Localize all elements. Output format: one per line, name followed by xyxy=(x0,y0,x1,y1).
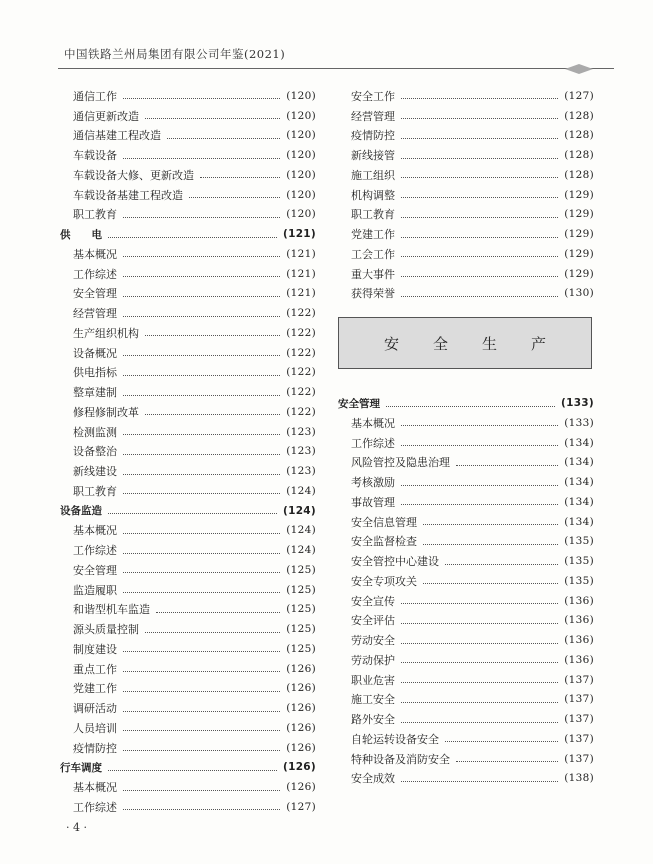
running-header: 中国铁路兰州局集团有限公司年鉴(2021) xyxy=(64,47,286,61)
toc-leader-dots xyxy=(423,524,558,525)
toc-entry-page: (123) xyxy=(286,445,316,458)
toc-entry-page: (129) xyxy=(564,208,594,221)
toc-entry[interactable] xyxy=(338,185,594,205)
toc-entry-page: (120) xyxy=(286,129,316,142)
toc-entry-page: (120) xyxy=(286,149,316,162)
toc-entry[interactable] xyxy=(60,244,316,264)
toc-entry-label: 工作综述 xyxy=(351,436,395,450)
toc-leader-dots xyxy=(401,603,558,604)
toc-entry-label: 党建工作 xyxy=(73,682,117,696)
toc-entry-page: (133) xyxy=(564,416,594,429)
toc-entry-page: (136) xyxy=(564,614,594,627)
toc-entry-label: 监造履职 xyxy=(73,583,117,597)
toc-leader-dots xyxy=(401,256,558,257)
toc-entry-page: (121) xyxy=(286,247,316,260)
toc-entry-label: 施工组织 xyxy=(351,168,395,182)
toc-leader-dots xyxy=(423,544,558,545)
toc-entry-label: 通信工作 xyxy=(73,89,117,103)
toc-entry-page: (130) xyxy=(564,287,594,300)
toc-leader-dots xyxy=(401,445,558,446)
toc-entry-page: (122) xyxy=(286,326,316,339)
toc-leader-dots xyxy=(401,682,558,683)
toc-right-bottom xyxy=(338,393,594,788)
toc-right-top xyxy=(338,86,594,303)
toc-entry-label: 安全工作 xyxy=(351,89,395,103)
toc-leader-dots xyxy=(189,197,280,198)
toc-entry[interactable] xyxy=(60,659,316,679)
toc-entry-page: (134) xyxy=(564,476,594,489)
toc-entry-label: 安全管理 xyxy=(73,563,117,577)
toc-entry-page: (134) xyxy=(564,515,594,528)
toc-entry-page: (120) xyxy=(286,208,316,221)
toc-leader-dots xyxy=(401,177,558,178)
toc-entry[interactable] xyxy=(60,619,316,639)
toc-entry[interactable] xyxy=(60,185,316,205)
toc-leader-dots xyxy=(108,513,277,514)
toc-entry-label: 基本概况 xyxy=(351,416,395,430)
toc-entry-page: (126) xyxy=(286,741,316,754)
toc-entry-page: (124) xyxy=(286,524,316,537)
toc-entry[interactable] xyxy=(338,729,594,749)
toc-leader-dots xyxy=(456,761,558,762)
toc-entry[interactable] xyxy=(60,580,316,600)
toc-leader-dots xyxy=(123,256,280,257)
toc-leader-dots xyxy=(200,177,280,178)
toc-leader-dots xyxy=(108,770,277,771)
toc-entry-page: (121) xyxy=(286,287,316,300)
toc-leader-dots xyxy=(123,711,280,712)
toc-entry-page: (137) xyxy=(564,693,594,706)
toc-entry-label: 行车调度 xyxy=(60,761,102,774)
toc-entry-page: (128) xyxy=(564,168,594,181)
toc-entry-label: 劳动安全 xyxy=(351,634,395,648)
toc-entry[interactable] xyxy=(338,205,594,225)
toc-entry[interactable] xyxy=(60,126,316,146)
toc-entry[interactable] xyxy=(60,679,316,699)
toc-leader-dots xyxy=(145,632,280,633)
toc-entry-label: 疫情防控 xyxy=(351,129,395,143)
toc-entry-label: 施工安全 xyxy=(351,693,395,707)
toc-entry[interactable] xyxy=(60,560,316,580)
toc-entry-label: 工作综述 xyxy=(73,544,117,558)
toc-entry-page: (125) xyxy=(286,603,316,616)
toc-leader-dots xyxy=(123,98,280,99)
toc-entry-label: 供 电 xyxy=(60,228,102,241)
toc-leader-dots xyxy=(401,237,558,238)
toc-entry[interactable] xyxy=(60,698,316,718)
toc-entry[interactable] xyxy=(338,264,594,284)
toc-leader-dots xyxy=(123,592,280,593)
toc-leader-dots xyxy=(123,474,280,475)
toc-entry-label: 安全监督检查 xyxy=(351,535,417,549)
toc-leader-dots xyxy=(123,395,280,396)
toc-entry[interactable] xyxy=(338,670,594,690)
toc-entry-page: (133) xyxy=(560,397,594,410)
toc-entry-label: 经营管理 xyxy=(73,307,117,321)
toc-entry[interactable] xyxy=(338,224,594,244)
toc-entry-page: (135) xyxy=(564,555,594,568)
toc-entry-page: (120) xyxy=(286,188,316,201)
toc-entry-label: 车载设备大修、更新改造 xyxy=(73,168,194,182)
toc-entry-page: (124) xyxy=(282,504,316,517)
toc-entry[interactable] xyxy=(338,492,594,512)
toc-entry[interactable] xyxy=(338,86,594,106)
toc-entry[interactable] xyxy=(338,106,594,126)
toc-entry-page: (128) xyxy=(564,149,594,162)
header-diamond-ornament xyxy=(565,64,593,74)
toc-entry-page: (120) xyxy=(286,168,316,181)
toc-entry-page: (137) xyxy=(564,752,594,765)
toc-leader-dots xyxy=(123,296,280,297)
toc-entry-page: (126) xyxy=(286,721,316,734)
toc-leader-dots xyxy=(401,197,558,198)
toc-entry[interactable] xyxy=(338,709,594,729)
toc-entry[interactable] xyxy=(60,145,316,165)
toc-entry-page: (127) xyxy=(564,89,594,102)
toc-leader-dots xyxy=(456,465,558,466)
toc-entry[interactable] xyxy=(60,639,316,659)
toc-leader-dots xyxy=(401,138,558,139)
toc-entry-page: (137) xyxy=(564,713,594,726)
toc-leader-dots xyxy=(401,217,558,218)
toc-entry-label: 车载设备基建工程改造 xyxy=(73,188,183,202)
toc-entry-label: 获得荣誉 xyxy=(351,287,395,301)
toc-entry-label: 基本概况 xyxy=(73,247,117,261)
toc-entry-page: (135) xyxy=(564,574,594,587)
toc-entry[interactable] xyxy=(60,718,316,738)
toc-entry-page: (127) xyxy=(286,800,316,813)
toc-entry-label: 经营管理 xyxy=(351,109,395,123)
toc-entry-label: 设备整治 xyxy=(73,445,117,459)
toc-entry[interactable] xyxy=(338,591,594,611)
toc-entry-page: (126) xyxy=(286,781,316,794)
toc-entry-label: 重点工作 xyxy=(73,662,117,676)
toc-entry-label: 工会工作 xyxy=(351,247,395,261)
toc-leader-dots xyxy=(123,158,280,159)
toc-entry[interactable] xyxy=(338,551,594,571)
toc-leader-dots xyxy=(401,425,558,426)
toc-entry-label: 安全管理 xyxy=(338,397,380,410)
toc-leader-dots xyxy=(108,237,277,238)
toc-leader-dots xyxy=(123,730,280,731)
toc-entry[interactable] xyxy=(60,402,316,422)
toc-entry[interactable] xyxy=(60,501,316,521)
toc-leader-dots xyxy=(123,493,280,494)
toc-leader-dots xyxy=(123,553,280,554)
toc-entry-page: (137) xyxy=(564,732,594,745)
toc-entry[interactable] xyxy=(60,461,316,481)
toc-leader-dots xyxy=(445,741,558,742)
toc-entry-label: 设备概况 xyxy=(73,346,117,360)
toc-leader-dots xyxy=(123,276,280,277)
toc-entry-label: 新线建设 xyxy=(73,465,117,479)
toc-leader-dots xyxy=(445,564,558,565)
toc-entry-label: 安全评估 xyxy=(351,614,395,628)
toc-entry[interactable] xyxy=(338,611,594,631)
page-number: · 4 · xyxy=(66,821,87,834)
toc-entry-page: (123) xyxy=(286,465,316,478)
toc-entry[interactable] xyxy=(338,126,594,146)
toc-leader-dots xyxy=(386,406,555,407)
toc-entry-page: (121) xyxy=(286,267,316,280)
toc-entry[interactable] xyxy=(338,571,594,591)
toc-entry[interactable] xyxy=(60,442,316,462)
toc-leader-dots xyxy=(401,98,558,99)
toc-leader-dots xyxy=(401,702,558,703)
toc-leader-dots xyxy=(123,651,280,652)
toc-entry-page: (126) xyxy=(282,761,316,774)
toc-leader-dots xyxy=(123,375,280,376)
toc-entry-label: 修程修制改革 xyxy=(73,405,139,419)
toc-entry-label: 职工教育 xyxy=(73,484,117,498)
toc-entry[interactable] xyxy=(60,382,316,402)
toc-entry[interactable] xyxy=(60,797,316,817)
toc-entry-page: (120) xyxy=(286,89,316,102)
toc-entry-label: 安全管理 xyxy=(73,287,117,301)
toc-leader-dots xyxy=(123,316,280,317)
toc-entry-label: 新线接管 xyxy=(351,149,395,163)
toc-leader-dots xyxy=(401,485,558,486)
toc-entry[interactable] xyxy=(338,393,594,413)
toc-leader-dots xyxy=(123,454,280,455)
toc-entry[interactable] xyxy=(60,284,316,304)
toc-entry[interactable] xyxy=(60,224,316,244)
toc-entry-page: (126) xyxy=(286,682,316,695)
toc-leader-dots xyxy=(123,790,280,791)
toc-entry[interactable] xyxy=(338,433,594,453)
toc-entry[interactable] xyxy=(60,303,316,323)
toc-entry-label: 职工教育 xyxy=(73,208,117,222)
toc-leader-dots xyxy=(123,355,280,356)
toc-entry-page: (124) xyxy=(286,484,316,497)
toc-entry-page: (125) xyxy=(286,642,316,655)
toc-leader-dots xyxy=(123,691,280,692)
toc-entry-label: 职业危害 xyxy=(351,673,395,687)
toc-entry-page: (136) xyxy=(564,653,594,666)
toc-entry-label: 通信更新改造 xyxy=(73,109,139,123)
toc-entry[interactable] xyxy=(338,244,594,264)
toc-entry[interactable] xyxy=(60,323,316,343)
header-rule xyxy=(58,68,614,69)
toc-entry-page: (123) xyxy=(286,425,316,438)
toc-entry-label: 工作综述 xyxy=(73,800,117,814)
toc-leader-dots xyxy=(401,158,558,159)
toc-entry-label: 重大事件 xyxy=(351,267,395,281)
toc-entry-label: 供电指标 xyxy=(73,366,117,380)
toc-entry-label: 党建工作 xyxy=(351,228,395,242)
toc-entry[interactable] xyxy=(338,690,594,710)
toc-leader-dots xyxy=(123,217,280,218)
toc-entry[interactable] xyxy=(60,343,316,363)
toc-entry-label: 调研活动 xyxy=(73,702,117,716)
toc-entry[interactable] xyxy=(338,165,594,185)
toc-entry-page: (126) xyxy=(286,702,316,715)
toc-entry-page: (128) xyxy=(564,129,594,142)
toc-entry-page: (126) xyxy=(286,662,316,675)
toc-right-column xyxy=(338,86,594,788)
toc-entry[interactable] xyxy=(338,284,594,304)
toc-leader-dots xyxy=(401,296,558,297)
section-title-box xyxy=(338,317,592,369)
toc-entry-page: (125) xyxy=(286,563,316,576)
toc-leader-dots xyxy=(123,533,280,534)
toc-entry-page: (129) xyxy=(564,188,594,201)
toc-entry-page: (125) xyxy=(286,583,316,596)
toc-entry[interactable] xyxy=(338,532,594,552)
toc-entry-page: (124) xyxy=(286,544,316,557)
toc-entry[interactable] xyxy=(338,453,594,473)
toc-entry-page: (137) xyxy=(564,673,594,686)
toc-entry-label: 检测监测 xyxy=(73,425,117,439)
toc-entry[interactable] xyxy=(60,738,316,758)
toc-entry[interactable] xyxy=(338,749,594,769)
toc-entry[interactable] xyxy=(60,758,316,778)
toc-entry-label: 安全成效 xyxy=(351,772,395,786)
toc-entry-page: (136) xyxy=(564,634,594,647)
toc-leader-dots xyxy=(401,504,558,505)
toc-entry[interactable] xyxy=(60,264,316,284)
toc-entry[interactable] xyxy=(60,540,316,560)
toc-entry-page: (122) xyxy=(286,346,316,359)
toc-entry-label: 源头质量控制 xyxy=(73,623,139,637)
toc-leader-dots xyxy=(123,671,280,672)
toc-entry-label: 基本概况 xyxy=(73,781,117,795)
toc-entry-page: (120) xyxy=(286,109,316,122)
toc-leader-dots xyxy=(401,623,558,624)
toc-entry-label: 整章建制 xyxy=(73,386,117,400)
toc-leader-dots xyxy=(401,662,558,663)
toc-entry[interactable] xyxy=(60,86,316,106)
toc-entry-page: (122) xyxy=(286,307,316,320)
toc-leader-dots xyxy=(167,138,280,139)
toc-entry-page: (121) xyxy=(282,228,316,241)
toc-entry-page: (122) xyxy=(286,405,316,418)
toc-leader-dots xyxy=(123,434,280,435)
toc-entry-label: 风险管控及隐患治理 xyxy=(351,456,450,470)
toc-entry-page: (136) xyxy=(564,594,594,607)
toc-entry[interactable] xyxy=(60,205,316,225)
toc-entry-label: 职工教育 xyxy=(351,208,395,222)
toc-entry[interactable] xyxy=(338,145,594,165)
toc-entry-label: 机构调整 xyxy=(351,188,395,202)
toc-entry[interactable] xyxy=(338,512,594,532)
toc-entry-label: 生产组织机构 xyxy=(73,326,139,340)
toc-leader-dots xyxy=(123,572,280,573)
toc-entry-label: 安全信息管理 xyxy=(351,515,417,529)
toc-leader-dots xyxy=(423,583,558,584)
toc-entry-label: 考核激励 xyxy=(351,476,395,490)
toc-entry-page: (129) xyxy=(564,247,594,260)
toc-entry-label: 疫情防控 xyxy=(73,741,117,755)
toc-entry[interactable] xyxy=(60,481,316,501)
toc-left-column xyxy=(60,86,316,817)
toc-entry-label: 劳动保护 xyxy=(351,653,395,667)
toc-entry-page: (122) xyxy=(286,366,316,379)
toc-leader-dots xyxy=(145,118,280,119)
toc-entry-page: (122) xyxy=(286,386,316,399)
toc-entry[interactable] xyxy=(338,769,594,789)
toc-entry-page: (135) xyxy=(564,535,594,548)
toc-leader-dots xyxy=(156,612,280,613)
toc-leader-dots xyxy=(123,809,280,810)
section-title: 安全生产 xyxy=(383,334,580,353)
toc-leader-dots xyxy=(401,781,558,782)
toc-entry[interactable] xyxy=(60,521,316,541)
toc-leader-dots xyxy=(145,335,280,336)
toc-entry[interactable] xyxy=(60,777,316,797)
toc-leader-dots xyxy=(401,118,558,119)
toc-entry-page: (134) xyxy=(564,456,594,469)
toc-entry[interactable] xyxy=(60,422,316,442)
toc-entry-label: 车载设备 xyxy=(73,149,117,163)
toc-entry-label: 通信基建工程改造 xyxy=(73,129,161,143)
toc-entry-label: 安全宣传 xyxy=(351,594,395,608)
toc-entry-page: (129) xyxy=(564,228,594,241)
toc-entry-page: (138) xyxy=(564,772,594,785)
toc-entry-label: 制度建设 xyxy=(73,642,117,656)
toc-entry-label: 自轮运转设备安全 xyxy=(351,732,439,746)
toc-entry[interactable] xyxy=(60,106,316,126)
toc-entry[interactable] xyxy=(338,472,594,492)
toc-entry[interactable] xyxy=(60,363,316,383)
toc-entry[interactable] xyxy=(338,413,594,433)
toc-entry[interactable] xyxy=(338,650,594,670)
toc-entry-page: (134) xyxy=(564,436,594,449)
toc-entry-label: 安全专项攻关 xyxy=(351,574,417,588)
toc-entry-page: (129) xyxy=(564,267,594,280)
toc-entry[interactable] xyxy=(338,630,594,650)
toc-entry[interactable] xyxy=(60,600,316,620)
toc-entry-page: (125) xyxy=(286,623,316,636)
toc-entry-label: 安全管控中心建设 xyxy=(351,555,439,569)
toc-leader-dots xyxy=(123,750,280,751)
toc-leader-dots xyxy=(145,414,280,415)
toc-entry-label: 设备监造 xyxy=(60,505,102,518)
toc-entry-label: 人员培训 xyxy=(73,721,117,735)
toc-entry-page: (134) xyxy=(564,495,594,508)
toc-entry-label: 和谐型机车监造 xyxy=(73,603,150,617)
toc-entry-label: 事故管理 xyxy=(351,495,395,509)
toc-entry-label: 特种设备及消防安全 xyxy=(351,752,450,766)
toc-leader-dots xyxy=(401,276,558,277)
toc-entry-label: 基本概况 xyxy=(73,524,117,538)
toc-leader-dots xyxy=(401,643,558,644)
toc-leader-dots xyxy=(401,722,558,723)
toc-entry-label: 路外安全 xyxy=(351,713,395,727)
toc-entry-label: 工作综述 xyxy=(73,267,117,281)
toc-entry[interactable] xyxy=(60,165,316,185)
toc-entry-page: (128) xyxy=(564,109,594,122)
